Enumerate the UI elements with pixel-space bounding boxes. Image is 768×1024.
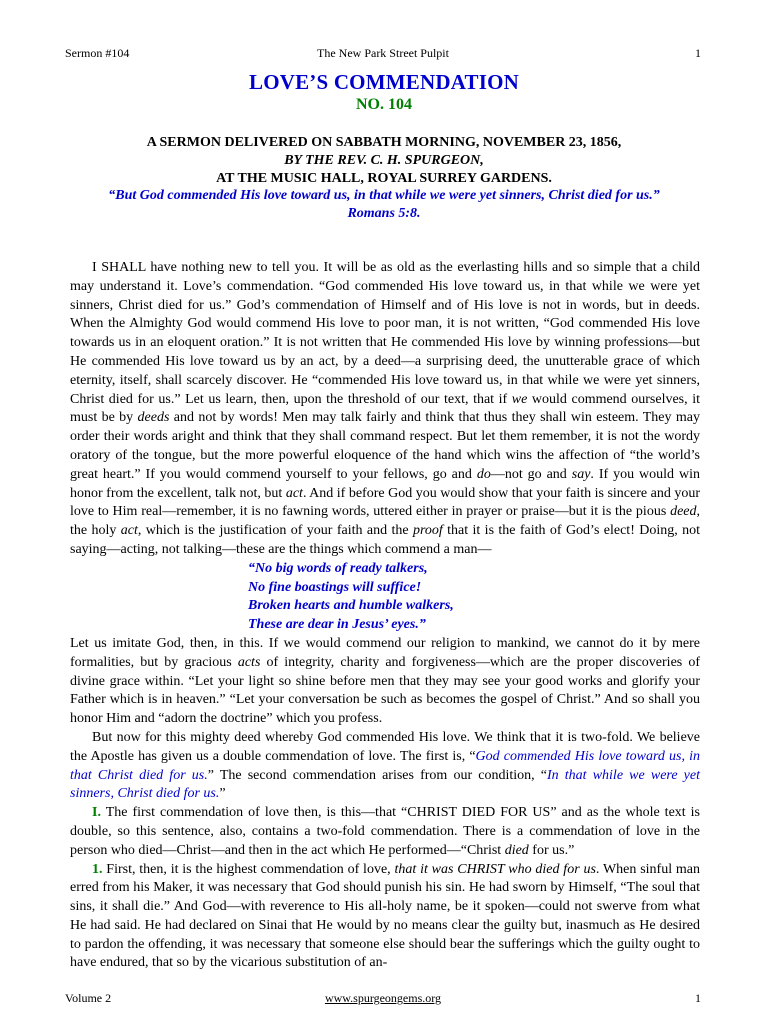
text-run: . When sinful man erred from his Maker, it was necessary that God should punish his sin. He had sworn by Himself, “The soul that sins, it shall die.” And God—with reverence to His all-holy name, be it spoken—could not swerve from what He had said. He had declared on Sinai that He would by no means clear the guilty but, inasmuch as He desired to pardon the offending, it was necessary that someone else should bear the sufferings which the guilty ought to have endured, that so by the vicarious substitution of an-: [70, 861, 700, 971]
volume-label: Volume 2: [65, 991, 112, 1005]
text-run: that it is the faith of God’s elect! Doing, not saying—acting, not talking—these are the things which commend a man—: [70, 523, 700, 557]
emphasis: that it was CHRIST who died for us: [394, 861, 596, 877]
section-numeral: I.: [92, 805, 101, 821]
text-run: , which is the justification of your faith and the: [137, 523, 413, 539]
text-run: ”: [219, 786, 226, 802]
scripture-reference: Romans 5:8.: [347, 206, 421, 221]
sermon-title: LOVE’S COMMENDATION: [248, 70, 519, 94]
emphasis: do: [476, 466, 491, 482]
paragraph-2: [70, 635, 700, 729]
text-run: for us.”: [528, 842, 575, 858]
scripture-text: [0, 187, 768, 223]
text-run: —not go and: [490, 466, 572, 482]
poem-quote: [248, 560, 700, 635]
text-run: of integrity, charity and forgiveness—which are the proper discoveries of divine grace within. “Let your light so shine before men that they may see your good works and glorify your Father which is in heaven.” “Let your conversation be such as becomes the gospel of Christ.” And so shall you honor Him and “adorn the doctrine” which you profess.: [70, 654, 700, 727]
quoted-text: God commended His love toward us, in that Christ died for us.: [70, 748, 700, 783]
text-run: , the holy: [70, 504, 700, 539]
paragraph-3: [70, 729, 700, 804]
delivery-info: [0, 134, 768, 188]
footer-link-wrap: [65, 991, 701, 1006]
text-run: . And if before God you would show that your faith is sincere and your love to Him real—remember, it is no fawning words, uttered either in prayer or praise—but it is the pious: [70, 485, 700, 520]
text-run: First, then, it is the highest commendation of love,: [102, 861, 395, 877]
poem-line: “No big words of ready talkers,: [248, 560, 428, 576]
scripture-quote: “But God commended His love toward us, in that while we were yet sinners, Christ died for us.”: [108, 188, 660, 203]
paragraph-4: [70, 804, 700, 860]
text-run: I SHALL have nothing new to tell you. It will be as old as the everlasting hills and so simple that a child may understand it. Love’s commendation. “God commended His love toward us, in that while we were yet sinners, Christ died for us.” God’s commendation of Himself and of His love is not in words, but in deeds. When the Almighty God would commend His love to poor man, it is not written, “God commended His love towards us in an eloquent oration.” It is not written that He commended His love by winning professions—but He commended His love toward us by an act, by a deed—a surprising deed, the unutterable grace of which eternity, itself, shall scarcely discover. He “commended His love toward us, in that while we were yet sinners, Christ died for us.” Let us learn, then, upon the threshold of our text, that if: [70, 260, 700, 407]
text-run: . If you would win honor from the excellent, talk not, but: [70, 466, 700, 501]
emphasis: proof: [412, 523, 443, 539]
text-run: Let us imitate God, then, in this. If we would commend our religion to mankind, we cannot do it by mere formalities, but by gracious: [70, 635, 700, 670]
website-link[interactable]: www.spurgeongems.org: [324, 991, 442, 1005]
subsection-numeral: 1.: [92, 861, 103, 877]
text-run: ” The second commendation arises from our condition, “: [207, 767, 547, 783]
emphasis: act: [285, 485, 303, 501]
quoted-text: In that while we were yet sinners, Christ died for us.: [70, 767, 701, 802]
paragraph-5: [70, 861, 700, 974]
poem-line: These are dear in Jesus’ eyes.”: [248, 617, 426, 633]
emphasis: deeds: [137, 410, 170, 426]
paragraph-1: [70, 259, 700, 560]
emphasis: we: [511, 391, 528, 407]
page-footer: [65, 991, 701, 1007]
text-run: would commend ourselves, it must be by: [70, 391, 700, 426]
page-number-bottom: 1: [695, 991, 701, 1005]
emphasis: died: [504, 842, 529, 858]
page-header: [65, 46, 701, 62]
sermon-number: NO. 104: [356, 96, 412, 113]
page-number-top: 1: [695, 46, 701, 60]
delivery-line-3: AT THE MUSIC HALL, ROYAL SURREY GARDENS.: [216, 171, 552, 186]
delivery-line-1: A SERMON DELIVERED ON SABBATH MORNING, NOVEMBER 23, 1856,: [146, 135, 622, 150]
emphasis: act: [120, 523, 138, 539]
sermon-number-label: Sermon #104: [65, 46, 130, 60]
text-run: But now for this mighty deed whereby God commended His love. We think that it is two-fold. We believe the Apostle has given us a double commendation of love. The first is, “: [70, 729, 700, 764]
emphasis: deed: [670, 504, 697, 520]
sermon-body: [70, 259, 700, 973]
delivery-line-2: BY THE REV. C. H. SPURGEON,: [284, 153, 484, 168]
emphasis: acts: [237, 654, 261, 670]
text-run: The first commendation of love then, is this—that “CHRIST DIED FOR US” and as the whole text is double, so this sentence, also, contains a two-fold commendation. There is a commendation of love in the person who died—Christ—and then in the act which He performed—“Christ: [70, 805, 700, 858]
poem-line: No fine boastings will suffice!: [248, 579, 422, 595]
poem-line: Broken hearts and humble walkers,: [248, 598, 454, 614]
emphasis: say: [571, 466, 591, 482]
text-run: and not by words! Men may talk fairly and think that thus they shall win esteem. They may order their words aright and think that they shall command respect. But let them remember, it is not the wordy oratory of the tongue, but the more powerful eloquence of the hand which wins the affection of “the world’s great heart.” If you would commend yourself to your fellows, go and: [70, 410, 700, 482]
publication-title: The New Park Street Pulpit: [317, 46, 449, 60]
